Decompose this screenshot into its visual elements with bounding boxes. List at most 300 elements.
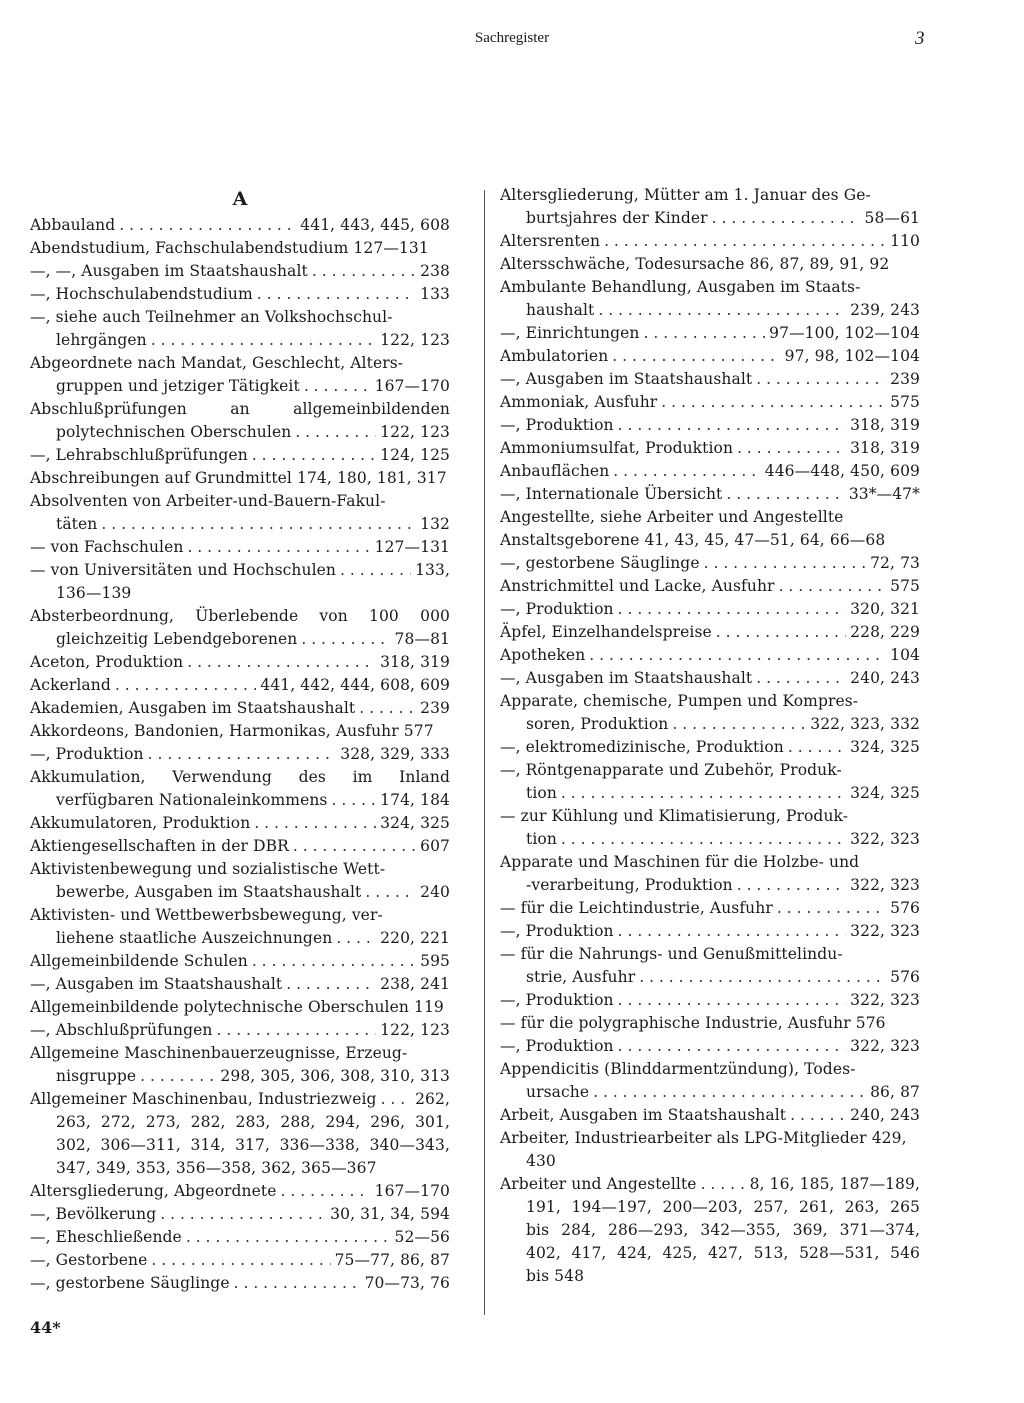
index-entry (500, 322, 920, 345)
entry-line (30, 1249, 450, 1272)
index-entry (500, 483, 920, 506)
entry-line (30, 835, 450, 858)
index-entry (500, 1035, 920, 1058)
entry-text: Arbeiter, Industriearbeiter als LPG-Mitglieder 429, (500, 1129, 907, 1147)
entry-line (30, 283, 450, 306)
entry-text: Arbeit, Ausgaben im Staatshaushalt (500, 1106, 787, 1124)
page-refs: 240, 243 (850, 1106, 920, 1124)
dot-leader (756, 368, 886, 391)
page-refs: 72, 73 (870, 554, 920, 572)
entry-line (500, 575, 920, 598)
entry-text: —, siehe auch Teilnehmer an Volkshochschul- (30, 308, 393, 326)
page-refs: 104 (890, 646, 920, 664)
dot-leader (756, 667, 846, 690)
page-refs: 298, 305, 306, 308, 310, 313 (220, 1067, 450, 1085)
page-refs: 322, 323 (850, 1037, 920, 1055)
entry-text: Arbeiter und Angestellte (500, 1175, 697, 1193)
page-refs: 322, 323 (850, 991, 920, 1009)
entry-line (500, 368, 920, 391)
dot-leader (561, 828, 846, 851)
entry-text: gruppen und jetziger Tätigkeit (56, 377, 300, 395)
entry-line (500, 759, 920, 782)
entry-line (30, 260, 450, 283)
index-entry (500, 920, 920, 943)
page-refs: 441, 442, 444, 608, 609 (260, 676, 450, 694)
index-entry (500, 506, 920, 529)
entry-text: —, Produktion (500, 991, 614, 1009)
entry-text: soren, Produktion (526, 715, 669, 733)
page-refs: 70—73, 76 (364, 1274, 450, 1292)
page-refs: 446—448, 450, 609 (764, 462, 920, 480)
index-entry (30, 812, 450, 835)
index-entry (30, 1088, 450, 1180)
entry-line (500, 828, 920, 851)
index-entry (500, 943, 920, 989)
index-entry (500, 253, 920, 276)
entry-line (30, 1157, 450, 1180)
dot-leader (381, 1088, 412, 1111)
entry-line (30, 1134, 450, 1157)
entry-text: Aceton, Produktion (30, 653, 184, 671)
index-entry (30, 1180, 450, 1203)
entry-text: —, Ausgaben im Staatshaushalt (500, 370, 753, 388)
entry-line (500, 598, 920, 621)
entry-line (500, 345, 920, 368)
dot-leader (301, 628, 390, 651)
page-refs: 122, 123 (380, 1021, 450, 1039)
dot-leader (151, 1249, 330, 1272)
dot-leader (701, 1173, 746, 1196)
entry-line (30, 467, 450, 490)
entry-text: strie, Ausfuhr (526, 968, 636, 986)
dot-leader (331, 789, 376, 812)
dot-leader (304, 375, 371, 398)
entry-text: Abschlußprüfungen an allgemeinbildenden (30, 400, 450, 418)
page-refs: 318, 319 (850, 439, 920, 457)
index-entry (30, 260, 450, 283)
page-refs: 238, 241 (380, 975, 450, 993)
page-refs: 97, 98, 102—104 (784, 347, 920, 365)
entry-text: -verarbeitung, Produktion (526, 876, 733, 894)
page-refs: 110 (890, 232, 920, 250)
index-entry (500, 437, 920, 460)
page-refs: 133, (415, 561, 450, 579)
entry-line (500, 713, 920, 736)
entry-line (500, 851, 920, 874)
entry-text: —, Einrichtungen (500, 324, 640, 342)
entry-line (30, 1088, 450, 1111)
index-entry (500, 1058, 920, 1104)
dot-leader (365, 881, 416, 904)
entry-line (500, 897, 920, 920)
entry-text: —, gestorbene Säuglinge (500, 554, 700, 572)
index-entry (500, 897, 920, 920)
page-refs: 228, 229 (850, 623, 920, 641)
page-refs: 320, 321 (850, 600, 920, 618)
entry-line (500, 667, 920, 690)
dot-leader (618, 920, 847, 943)
index-entry (30, 720, 450, 743)
entry-text: polytechnischen Oberschulen (56, 423, 292, 441)
dot-leader (160, 1203, 326, 1226)
entry-text: liehene staatliche Auszeichnungen (56, 929, 333, 947)
index-entry (30, 743, 450, 766)
entry-line (30, 789, 450, 812)
entry-line (30, 812, 450, 835)
dot-leader (216, 1019, 376, 1042)
index-entry (500, 1104, 920, 1127)
index-entry (500, 414, 920, 437)
index-entry (500, 276, 920, 322)
entry-line (30, 490, 450, 513)
dot-leader (593, 1081, 866, 1104)
entry-line (30, 720, 450, 743)
page-refs: 595 (420, 952, 450, 970)
entry-line (500, 805, 920, 828)
entry-line (500, 736, 920, 759)
index-entry (500, 1127, 920, 1173)
entry-line (30, 1019, 450, 1042)
entry-text: —, Internationale Übersicht (500, 485, 723, 503)
dot-leader (788, 736, 846, 759)
page-refs: 78—81 (394, 630, 450, 648)
page-refs: 318, 319 (850, 416, 920, 434)
entry-line (500, 1081, 920, 1104)
entry-text: bewerbe, Ausgaben im Staatshaushalt (56, 883, 362, 901)
entry-text: 136—139 (56, 584, 132, 602)
entry-text: bis 284, 286—293, 342—355, 369, 371—374, (526, 1221, 920, 1239)
entry-line (500, 1242, 920, 1265)
dot-leader (187, 536, 370, 559)
index-entry (500, 805, 920, 851)
dot-leader (618, 598, 847, 621)
entry-text: —, Eheschließende (30, 1228, 182, 1246)
page-refs: 97—100, 102—104 (769, 324, 920, 342)
entry-text: —, Lehrabschlußprüfungen (30, 446, 248, 464)
entry-text: Appendicitis (Blinddarmentzündung), Todes- (500, 1060, 856, 1078)
page-number: 3 (915, 28, 925, 49)
dot-leader (589, 644, 886, 667)
index-entry (500, 184, 920, 230)
page-refs: 324, 325 (380, 814, 450, 832)
entry-line (30, 996, 450, 1019)
entry-text: Allgemeiner Maschinenbau, Industriezweig (30, 1090, 377, 1108)
page-refs: 58—61 (864, 209, 920, 227)
entry-line (500, 529, 920, 552)
page-refs: 262, (415, 1090, 450, 1108)
page-refs: 239 (420, 699, 450, 717)
index-entry (500, 989, 920, 1012)
entry-line (30, 306, 450, 329)
dot-leader (359, 697, 416, 720)
dot-leader (186, 1226, 391, 1249)
entry-line (30, 1111, 450, 1134)
entry-text: Abendstudium, Fachschulabendstudium 127—131 (30, 239, 429, 257)
entry-line (30, 1042, 450, 1065)
running-header: Sachregister (474, 30, 550, 46)
entry-text: Allgemeine Maschinenbauerzeugnisse, Erzeug- (30, 1044, 408, 1062)
page-refs: 122, 123 (380, 423, 450, 441)
index-entry (30, 1019, 450, 1042)
dot-leader (737, 874, 846, 897)
page-refs: 322, 323, 332 (810, 715, 920, 733)
entry-line (500, 690, 920, 713)
entry-text: nisgruppe (56, 1067, 137, 1085)
entry-line (30, 444, 450, 467)
index-entry (30, 536, 450, 559)
entry-line (500, 414, 920, 437)
entry-text: Anstaltsgeborene 41, 43, 45, 47—51, 64, 66—68 (500, 531, 886, 549)
entry-text: —, Ausgaben im Staatshaushalt (30, 975, 283, 993)
entry-text: Akademien, Ausgaben im Staatshaushalt (30, 699, 356, 717)
entry-line (500, 437, 920, 460)
index-entry (30, 237, 450, 260)
index-entry (30, 444, 450, 467)
index-entry (500, 851, 920, 897)
entry-text: Altersschwäche, Todesursache 86, 87, 89, 91, 92 (500, 255, 890, 273)
entry-text: Abgeordnete nach Mandat, Geschlecht, Alters- (30, 354, 404, 372)
dot-leader (312, 260, 416, 283)
index-entry (30, 1226, 450, 1249)
entry-line (30, 1203, 450, 1226)
dot-leader (613, 460, 760, 483)
index-entry (30, 766, 450, 812)
dot-leader (598, 299, 846, 322)
index-entry (500, 1173, 920, 1288)
entry-text: Absterbeordnung, Überlebende von 100 000 (30, 607, 450, 625)
dot-leader (140, 1065, 216, 1088)
entry-text: Altersgliederung, Abgeordnete (30, 1182, 277, 1200)
index-entry (500, 552, 920, 575)
page-refs: 239, 243 (850, 301, 920, 319)
dot-leader (612, 345, 780, 368)
index-entry (30, 1249, 450, 1272)
index-entry (30, 490, 450, 536)
index-entry (30, 1042, 450, 1088)
entry-text: 402, 417, 424, 425, 427, 513, 528—531, 546 (526, 1244, 920, 1262)
dot-leader (281, 1180, 371, 1203)
dot-leader (151, 329, 376, 352)
page-refs: 86, 87 (870, 1083, 920, 1101)
entry-text: Allgemeinbildende polytechnische Oberschulen 119 (30, 998, 444, 1016)
entry-text: Ambulatorien (500, 347, 609, 365)
entry-line (30, 697, 450, 720)
index-entry (30, 651, 450, 674)
entry-text: Aktivisten- und Wettbewerbsbewegung, ver- (30, 906, 383, 924)
entry-line (30, 1065, 450, 1088)
page-refs: 322, 323 (850, 922, 920, 940)
entry-text: —, Gestorbene (30, 1251, 148, 1269)
index-entry (30, 1203, 450, 1226)
entry-line (30, 858, 450, 881)
entry-line (500, 1012, 920, 1035)
dot-leader (716, 621, 846, 644)
entry-line (500, 1219, 920, 1242)
entry-text: ursache (526, 1083, 590, 1101)
entry-text: bis 548 (526, 1267, 585, 1285)
page-refs: 174, 184 (380, 791, 450, 809)
entry-text: — von Universitäten und Hochschulen (30, 561, 336, 579)
page-refs: 167—170 (374, 377, 450, 395)
entry-line (500, 299, 920, 322)
entry-text: Anbauflächen (500, 462, 610, 480)
page-refs: 607 (420, 837, 450, 855)
entry-line (500, 1127, 920, 1150)
entry-line (500, 506, 920, 529)
index-entry (30, 352, 450, 398)
entry-text: gleichzeitig Lebendgeborenen (56, 630, 298, 648)
page-refs: 167—170 (374, 1182, 450, 1200)
dot-leader (790, 1104, 846, 1127)
page-refs: 133 (420, 285, 450, 303)
index-entry (500, 391, 920, 414)
entry-line (30, 1272, 450, 1295)
dot-leader (286, 973, 376, 996)
index-entry (30, 467, 450, 490)
entry-line (500, 184, 920, 207)
entry-text: 430 (526, 1152, 556, 1170)
index-entry (500, 759, 920, 805)
page-refs: 441, 443, 445, 608 (300, 216, 450, 234)
entry-text: — für die Leichtindustrie, Ausfuhr (500, 899, 773, 917)
entry-line (30, 398, 450, 421)
entry-line (500, 920, 920, 943)
page-refs: 124, 125 (380, 446, 450, 464)
dot-leader (187, 651, 376, 674)
index-entry (30, 973, 450, 996)
entry-text: tion (526, 784, 557, 802)
entry-line (500, 322, 920, 345)
entry-text: 302, 306—311, 314, 317, 336—338, 340—343, (56, 1136, 450, 1154)
entry-line (30, 651, 450, 674)
page-refs: 122, 123 (380, 331, 450, 349)
entry-text: Aktivistenbewegung und sozialistische Wett- (30, 860, 386, 878)
entry-text: burtsjahres der Kinder (526, 209, 708, 227)
entry-line (30, 628, 450, 651)
index-entry (500, 529, 920, 552)
entry-line (30, 352, 450, 375)
index-entry (30, 674, 450, 697)
entry-line (500, 1104, 920, 1127)
entry-text: —, —, Ausgaben im Staatshaushalt (30, 262, 308, 280)
entry-line (30, 1180, 450, 1203)
entry-line (30, 214, 450, 237)
page-refs: 220, 221 (380, 929, 450, 947)
index-entry (30, 950, 450, 973)
entry-text: —, Abschlußprüfungen (30, 1021, 213, 1039)
dot-leader (604, 230, 886, 253)
entry-text: lehrgängen (56, 331, 147, 349)
dot-leader (252, 444, 376, 467)
entry-text: Anstrichmittel und Lacke, Ausfuhr (500, 577, 775, 595)
index-entry (500, 368, 920, 391)
entry-line (30, 421, 450, 444)
index-entry (500, 667, 920, 690)
entry-text: Apotheken (500, 646, 586, 664)
page-refs: 324, 325 (850, 738, 920, 756)
entry-text: —, elektromedizinische, Produktion (500, 738, 784, 756)
entry-text: Ambulante Behandlung, Ausgaben im Staats- (500, 278, 861, 296)
dot-leader (672, 713, 806, 736)
page-refs: 240 (420, 883, 450, 901)
dot-leader (254, 812, 376, 835)
page-refs: 238 (420, 262, 450, 280)
index-entry (30, 858, 450, 904)
dot-leader (704, 552, 866, 575)
entry-text: —, Produktion (500, 922, 614, 940)
section-letter: A (232, 188, 248, 210)
entry-text: Apparate, chemische, Pumpen und Kompres- (500, 692, 859, 710)
index-entry (500, 736, 920, 759)
page-refs: 328, 329, 333 (340, 745, 450, 763)
dot-leader (779, 575, 887, 598)
entry-text: Abschreibungen auf Grundmittel 174, 180, 181, 317 (30, 469, 447, 487)
dot-leader (336, 927, 376, 950)
index-entry (30, 306, 450, 352)
entry-text: — für die Nahrungs- und Genußmittelindu- (500, 945, 843, 963)
entry-text: tion (526, 830, 557, 848)
entry-line (30, 973, 450, 996)
dot-leader (101, 513, 416, 536)
entry-line (30, 881, 450, 904)
page-refs: 127—131 (374, 538, 450, 556)
page-refs: 575 (890, 393, 920, 411)
entry-text: — von Fachschulen (30, 538, 184, 556)
dot-leader (644, 322, 766, 345)
dot-leader (119, 214, 296, 237)
page-refs: 239 (890, 370, 920, 388)
entry-text: —, Produktion (500, 600, 614, 618)
dot-leader (639, 966, 886, 989)
dot-leader (252, 950, 416, 973)
entry-text: — zur Kühlung und Klimatisierung, Produk- (500, 807, 849, 825)
entry-line (500, 483, 920, 506)
index-entry (30, 697, 450, 720)
index-entry (30, 283, 450, 306)
entry-line (500, 460, 920, 483)
entry-text: —, Hochschulabendstudium (30, 285, 253, 303)
index-entry (500, 621, 920, 644)
entry-line (30, 950, 450, 973)
left-column (30, 184, 450, 1295)
page-refs: 324, 325 (850, 784, 920, 802)
dot-leader (712, 207, 861, 230)
entry-text: —, Produktion (500, 1037, 614, 1055)
index-entry (500, 598, 920, 621)
entry-text: Akkumulatoren, Produktion (30, 814, 251, 832)
column-divider (484, 190, 485, 1315)
entry-line (500, 644, 920, 667)
dot-leader (340, 559, 411, 582)
entry-line (500, 1035, 920, 1058)
page-refs: 8, 16, 185, 187—189, (749, 1175, 920, 1193)
page-refs: 576 (890, 899, 920, 917)
entry-line (500, 391, 920, 414)
entry-line (30, 904, 450, 927)
index-entry (500, 575, 920, 598)
entry-line (30, 605, 450, 628)
entry-line (30, 513, 450, 536)
entry-line (30, 743, 450, 766)
page-refs: 132 (420, 515, 450, 533)
entry-line (500, 276, 920, 299)
entry-text: —, Ausgaben im Staatshaushalt (500, 669, 753, 687)
index-entry (500, 230, 920, 253)
right-column (500, 184, 920, 1288)
entry-text: Angestellte, siehe Arbeiter und Angestellte (500, 508, 844, 526)
entry-text: Absolventen von Arbeiter-und-Bauern-Fakul- (30, 492, 386, 510)
entry-text: verfügbaren Nationaleinkommens (56, 791, 328, 809)
